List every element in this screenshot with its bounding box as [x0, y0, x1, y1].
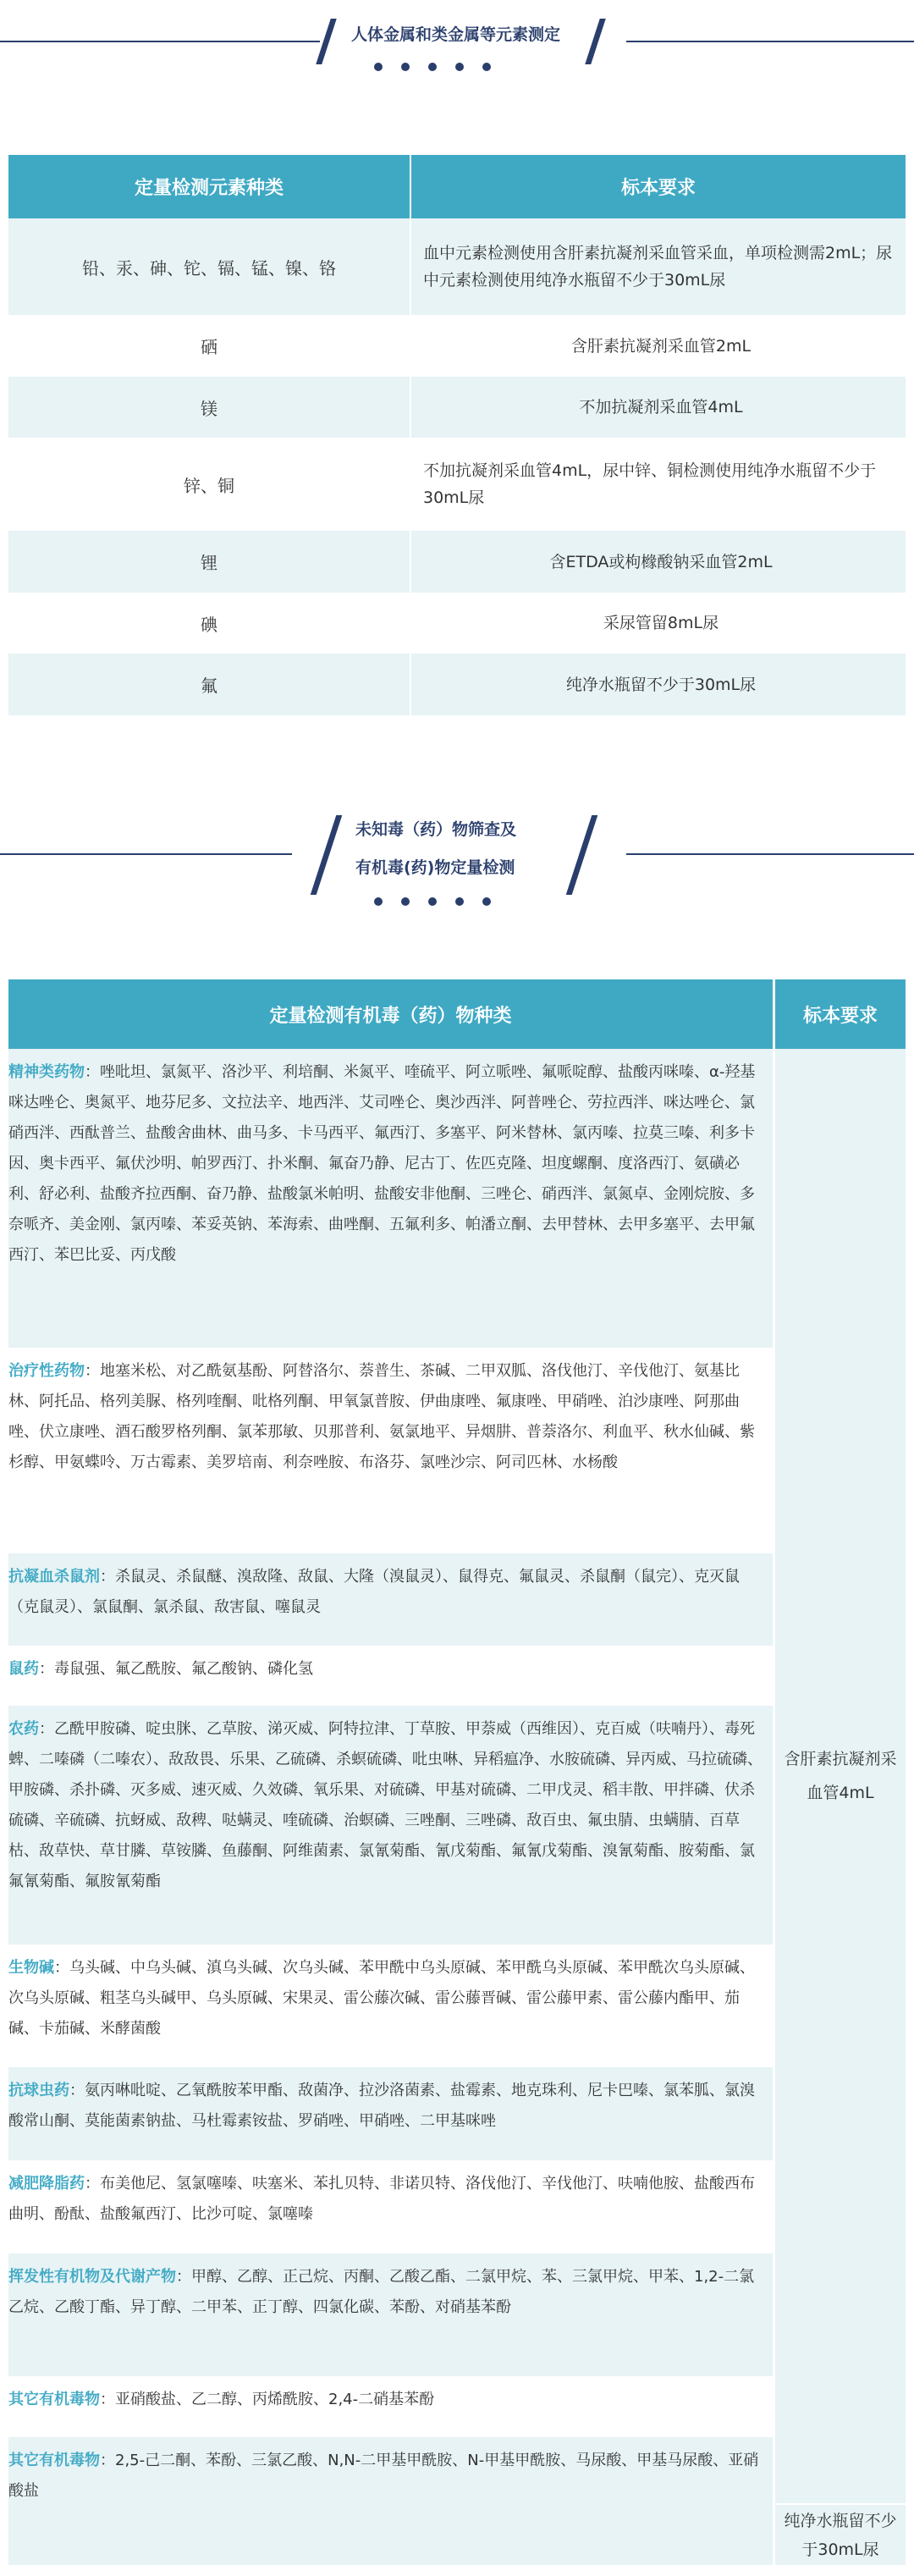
section2-title-line2: 有机毒(药)物定量检测 [355, 858, 515, 877]
organic-table-header [8, 979, 906, 1049]
category-row [8, 1553, 773, 1646]
requirement-cell: 含ETDA或枸橼酸钠采血管2mL [549, 552, 773, 571]
category-items: ：2,5-己二酮、苯酚、三氯乙酸、N,N-二甲基甲酰胺、N-甲基甲酰胺、马尿酸、甲基马尿酸、亚硝酸盐 [8, 2452, 759, 2500]
category-row [8, 1706, 773, 1944]
category-label: 减肥降脂药 [8, 2175, 85, 2193]
header-specimen-requirement: 标本要求 [620, 178, 696, 199]
table-row [8, 315, 906, 377]
section2-title-line1: 未知毒（药）物筛查及 [355, 820, 517, 839]
header-specimen-requirement: 标本要求 [775, 979, 906, 1049]
header-left-slash [311, 815, 343, 895]
category-items: ：乌头碱、中乌头碱、滇乌头碱、次乌头碱、苯甲酰中乌头原碱、苯甲酰乌头原碱、苯甲酰次乌头原碱、次乌头原碱、粗茎乌头碱甲、乌头原碱、宋果灵、雷公藤次碱、雷公藤晋碱、雷公藤甲素、雷公藤内酯甲、茄碱、卡茄碱、米酵菌酸 [8, 1959, 755, 2038]
category-row [8, 2253, 773, 2376]
requirement-cell: 不加抗凝剂采血管4mL，尿中锌、铜检测使用纯净水瓶留不少于30mL尿 [423, 461, 877, 507]
category-label: 挥发性有机物及代谢产物 [8, 2268, 176, 2286]
category-row [8, 2160, 773, 2253]
table-row [8, 218, 906, 315]
dot [374, 897, 383, 906]
requirement-column [775, 1049, 906, 2565]
header-right-line [626, 41, 914, 42]
requirement-cell: 血中元素检测使用含肝素抗凝剂采血管采血，单项检测需2mL；尿中元素检测使用纯净水瓶留不少于30mL尿 [423, 244, 893, 290]
section2-header [0, 808, 914, 927]
category-items: ：氨丙啉吡啶、乙氧酰胺苯甲酯、敌菌净、拉沙洛菌素、盐霉素、地克珠利、尼卡巴嗪、氯苯胍、氯溴酸常山酮、莫能菌素钠盐、马杜霉素铵盐、罗硝唑、甲硝唑、二甲基咪唑 [8, 2082, 755, 2130]
category-row [8, 1049, 773, 1348]
header-right-slash [585, 19, 606, 64]
element-table-header [8, 155, 906, 218]
dot [401, 63, 410, 71]
category-items: ：甲醇、乙醇、正己烷、丙酮、乙酸乙酯、二氯甲烷、苯、三氯甲烷、甲苯、1,2-二氯乙烷、乙酸丁酯、异丁醇、二甲苯、正丁醇、四氯化碳、苯酚、对硝基苯酚 [8, 2268, 755, 2316]
category-label: 抗球虫药 [8, 2082, 69, 2099]
category-items: ：乙酰甲胺磷、啶虫脒、乙草胺、涕灭威、阿特拉津、丁草胺、甲萘威（西维因）、克百威（呋喃丹）、毒死蜱、二嗪磷（二嗪农）、敌敌畏、乐果、乙硫磷、杀螟硫磷、吡虫啉、异稻瘟净、水胺硫磷、异丙威、马拉硫磷、甲胺磷、杀扑磷、灭多威、速灭威、久效磷、氧乐果、对硫磷、甲基对硫磷、二甲戊灵、稻丰散、甲拌磷、伏杀硫磷、辛硫磷、抗蚜威、敌稗、哒螨灵、喹硫磷、治螟磷、三唑酮、三唑磷、敌百虫、氟虫腈、虫螨腈、百草枯、敌草快、草甘膦、草铵膦、鱼藤酮、阿维菌素、氯氰菊酯、氰戊菊酯、氟氰戊菊酯、溴氰菊酯、胺菊酯、氯氟氰菊酯、氟胺氰菊酯 [8, 1720, 763, 1890]
category-label: 治疗性药物 [8, 1362, 85, 1380]
requirement-main-cell: 含肝素抗凝剂采血管4mL [784, 1750, 897, 1802]
category-items: ：毒鼠强、氟乙酰胺、氟乙酸钠、磷化氢 [39, 1660, 313, 1678]
header-dots [374, 63, 491, 71]
category-items: ：布美他尼、氢氯噻嗪、呋塞米、苯扎贝特、非诺贝特、洛伐他汀、辛伐他汀、呋喃他胺、盐酸西布曲明、酚酞、盐酸氟西汀、比沙可啶、氯噻嗪 [8, 2175, 755, 2223]
header-right-line [626, 853, 914, 855]
category-label: 农药 [8, 1720, 39, 1738]
requirement-last-cell: 纯净水瓶留不少于30mL尿 [775, 2503, 906, 2565]
element-table [8, 155, 906, 715]
dot [455, 897, 464, 906]
dot [428, 897, 437, 906]
category-label: 其它有机毒物 [8, 2452, 100, 2469]
dot [455, 63, 464, 71]
dot [482, 897, 491, 906]
requirement-cell: 采尿管留8mL尿 [603, 614, 719, 632]
element-cell: 铅、汞、砷、铊、镉、锰、镍、铬 [8, 218, 411, 315]
header-dots [374, 897, 491, 906]
requirement-cell: 不加抗凝剂采血管4mL [579, 398, 743, 416]
header-element-type: 定量检测元素种类 [8, 155, 411, 218]
category-column [8, 1049, 775, 2565]
table-row [8, 654, 906, 715]
category-label: 生物碱 [8, 1959, 54, 1977]
table-row [8, 438, 906, 531]
dot [482, 63, 491, 71]
category-row [8, 2067, 773, 2160]
dot [428, 63, 437, 71]
element-cell: 氟 [8, 654, 411, 715]
category-label: 抗凝血杀鼠剂 [8, 1568, 100, 1586]
organic-table-body [8, 1049, 906, 2565]
category-row [8, 2437, 773, 2565]
header-toxicant-type: 定量检测有机毒（药）物种类 [8, 979, 775, 1049]
element-cell: 碘 [8, 593, 411, 654]
dot [401, 897, 410, 906]
category-label: 其它有机毒物 [8, 2391, 100, 2408]
element-cell: 锌、铜 [8, 438, 411, 531]
dot [374, 63, 383, 71]
element-cell: 锂 [8, 531, 411, 593]
table-row [8, 593, 906, 654]
category-label: 精神类药物 [8, 1063, 85, 1081]
category-items: ：杀鼠灵、杀鼠醚、溴敌隆、敌鼠、大隆（溴鼠灵）、鼠得克、氟鼠灵、杀鼠酮（鼠完）、克灭鼠（克鼠灵）、氯鼠酮、氯杀鼠、敌害鼠、噻鼠灵 [8, 1568, 740, 1616]
category-row [8, 2376, 773, 2437]
category-label: 鼠药 [8, 1660, 39, 1678]
category-row [8, 1944, 773, 2067]
element-cell: 硒 [8, 315, 411, 377]
category-items: ：亚硝酸盐、乙二醇、丙烯酰胺、2,4-二硝基苯酚 [100, 2391, 435, 2408]
category-items: ：唑吡坦、氯氮平、洛沙平、利培酮、米氮平、喹硫平、阿立哌唑、氟哌啶醇、盐酸丙咪嗪、α-羟基咪达唑仑、奥氮平、地芬尼多、文拉法辛、地西泮、艾司唑仑、奥沙西泮、阿普唑仑、劳拉西泮、咪达唑仑、氯硝西泮、西酞普兰、盐酸舍曲林、曲马多、卡马西平、氟西汀、多塞平、阿米替林、氯丙嗪、拉莫三嗪、利多卡因、奥卡西平、氟伏沙明、帕罗西汀、扑米酮、氟奋乃静、尼古丁、佐匹克隆、坦度螺酮、度洛西汀、氨磺必利、舒必利、盐酸齐拉西酮、奋乃静、盐酸氯米帕明、盐酸安非他酮、三唑仑、硝西泮、氯氮卓、金刚烷胺、多奈哌齐、美金刚、氯丙嗪、苯妥英钠、苯海索、曲唑酮、五氟利多、帕潘立酮、去甲替林、去甲多塞平、去甲氟西汀、苯巴比妥、丙戊酸 [8, 1063, 756, 1264]
requirement-cell: 含肝素抗凝剂采血管2mL [570, 336, 752, 356]
section1-title: 人体金属和类金属等元素测定 [351, 25, 561, 44]
category-row [8, 1646, 773, 1706]
element-cell: 镁 [8, 377, 411, 438]
header-left-line [0, 41, 320, 42]
organic-toxicant-table [8, 979, 906, 2565]
header-right-slash [566, 815, 598, 895]
header-left-line [0, 853, 292, 855]
table-row [8, 531, 906, 593]
requirement-cell: 纯净水瓶留不少于30mL尿 [565, 675, 757, 694]
section1-header [0, 0, 914, 76]
category-row [8, 1348, 773, 1553]
category-items: ：地塞米松、对乙酰氨基酚、阿替洛尔、萘普生、茶碱、二甲双胍、洛伐他汀、辛伐他汀、氨基比林、阿托品、格列美脲、格列喹酮、吡格列酮、甲氧氯普胺、伊曲康唑、氟康唑、甲硝唑、泊沙康唑、阿那曲唑、伏立康唑、酒石酸罗格列酮、氯苯那敏、贝那普利、氨氯地平、异烟肼、普萘洛尔、利血平、秋水仙碱、紫杉醇、甲氨蝶呤、万古霉素、美罗培南、利奈唑胺、布洛芬、氯唑沙宗、阿司匹林、水杨酸 [8, 1362, 755, 1471]
table-row [8, 377, 906, 438]
